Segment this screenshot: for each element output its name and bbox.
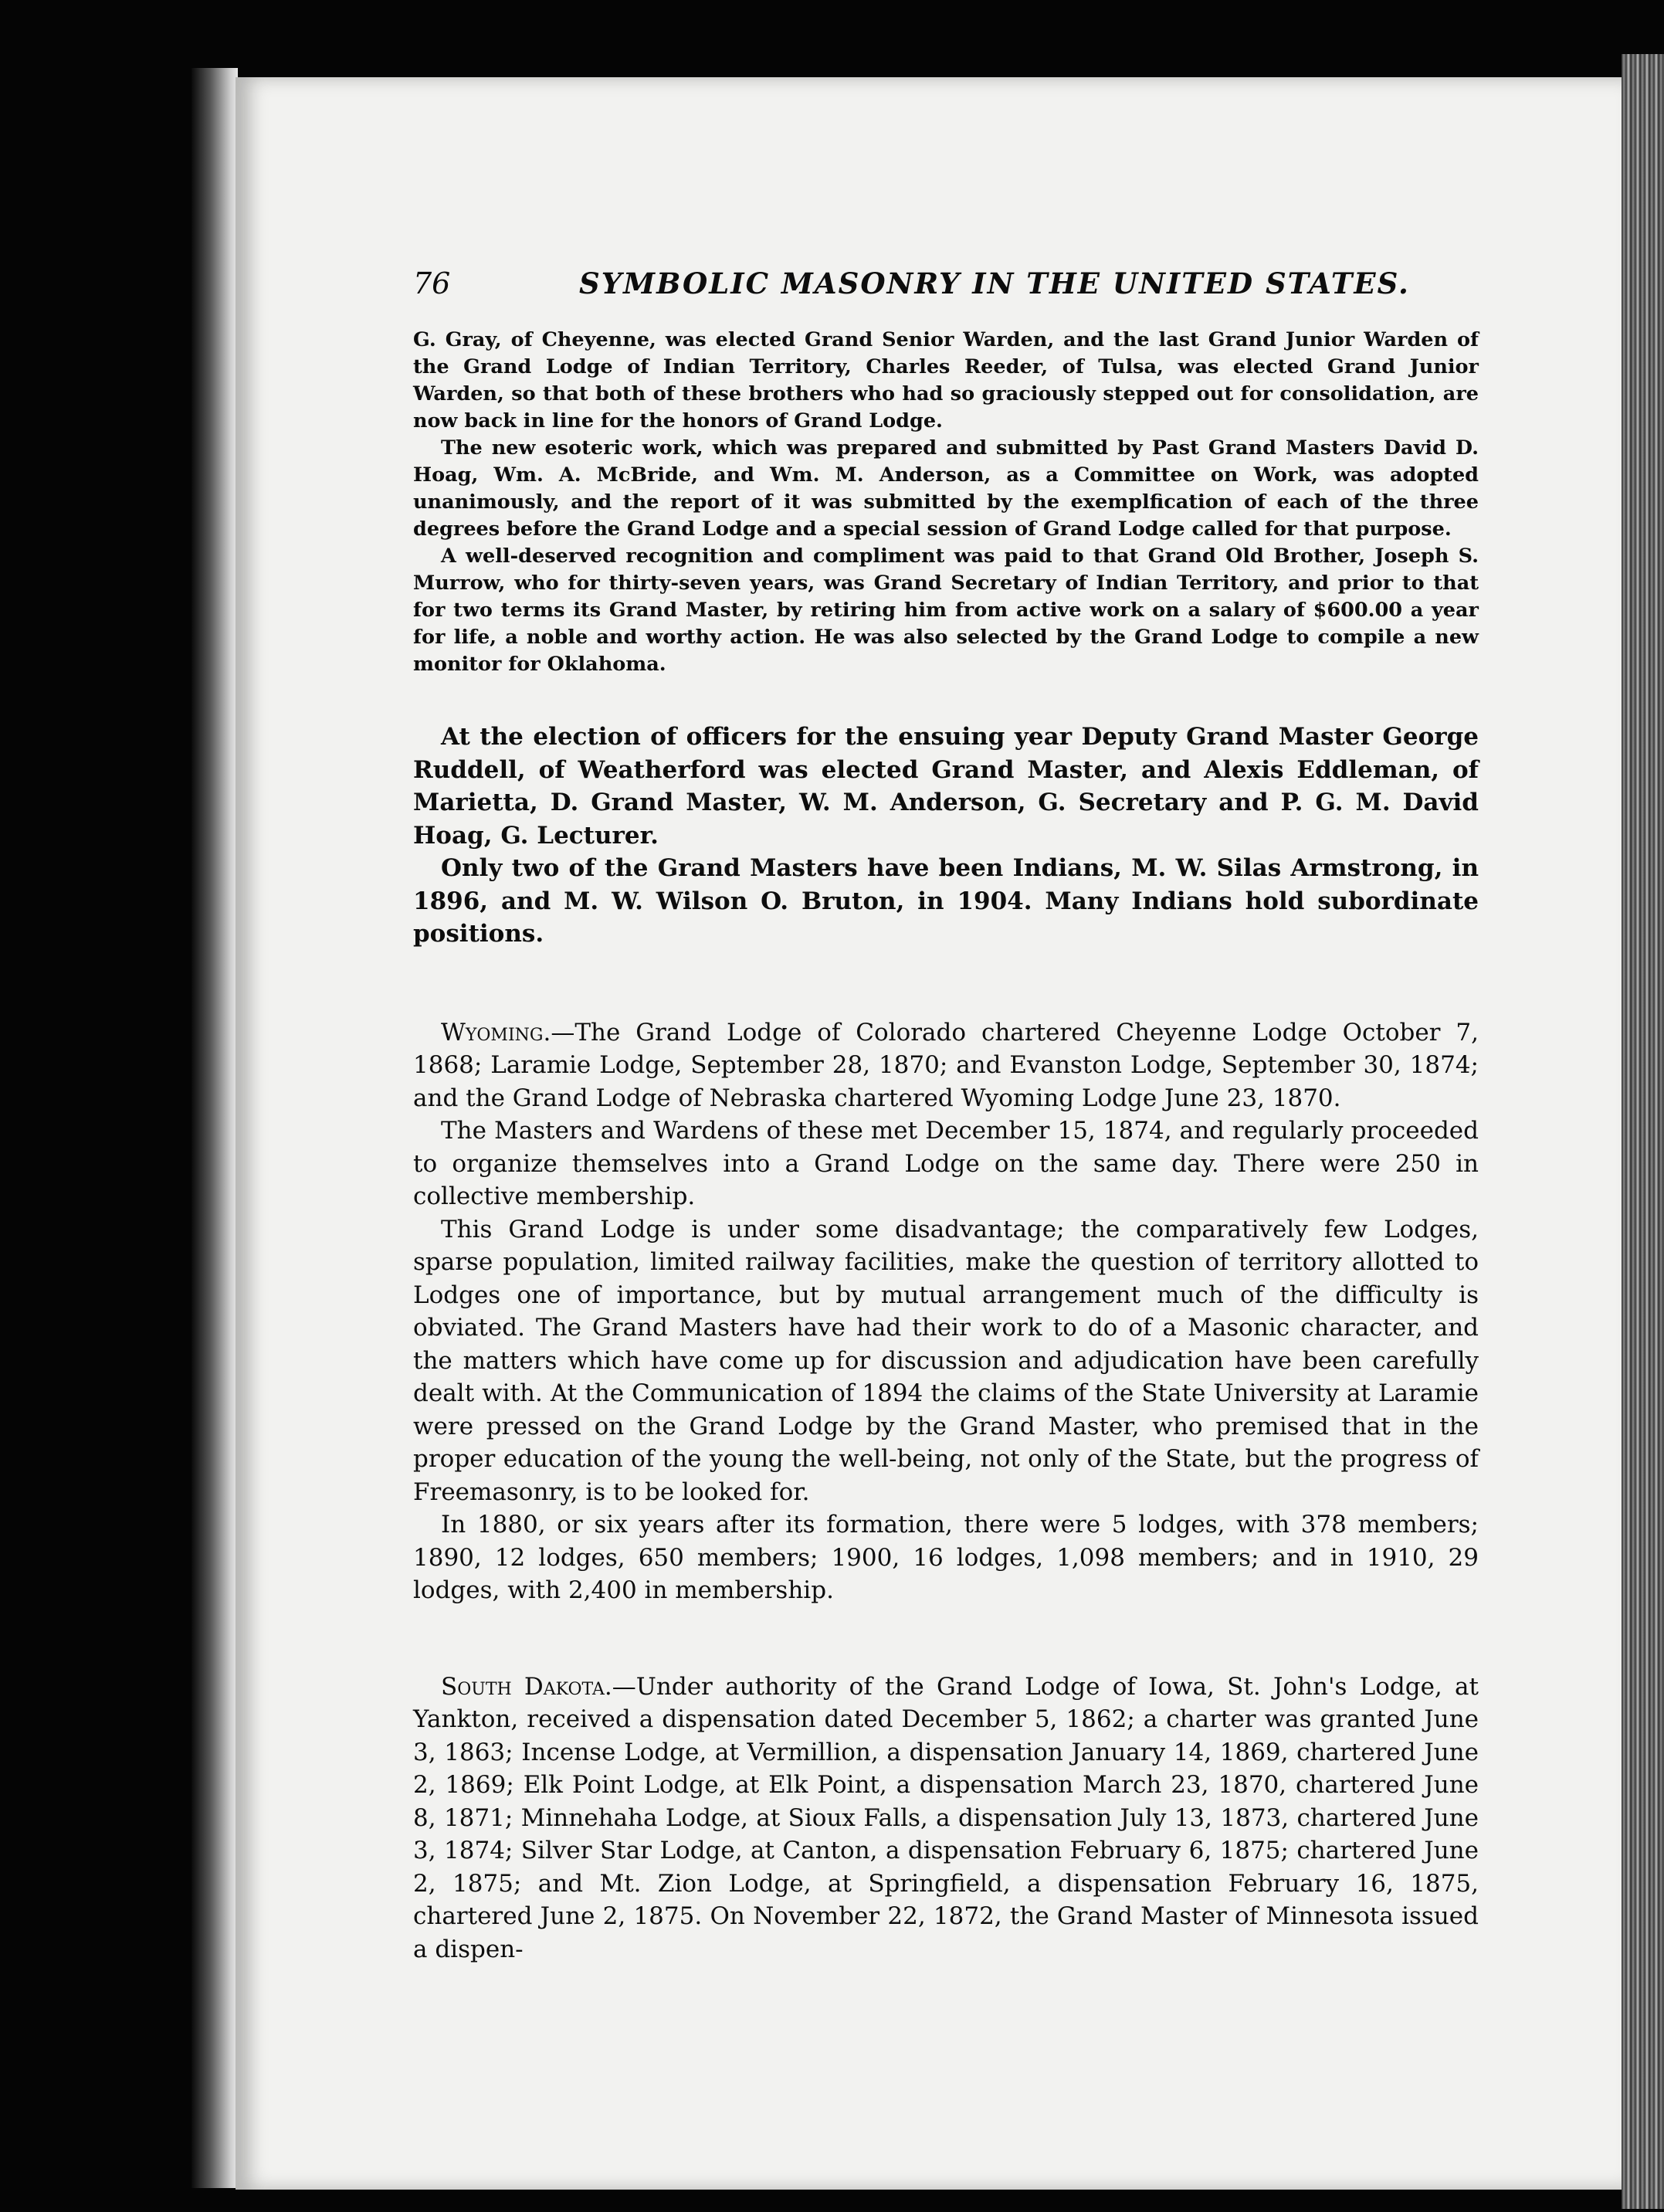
paragraph-wyoming-organize: The Masters and Wardens of these met December 15, 1874, and regularly proceeded to organize themselves into a Grand Lodge on the same day. There were 250 in collective membership. <box>413 1117 1479 1210</box>
spacer <box>413 951 1479 1016</box>
running-title: SYMBOLIC MASONRY IN THE UNITED STATES. <box>579 266 1410 300</box>
page-text <box>413 266 1479 1966</box>
paragraph-indian-grand-masters: Only two of the Grand Masters have been Indians, M. W. Silas Armstrong, in 1896, and M. W. Wilson O. Bruton, in 1904. Many Indians hold subordinate positions. <box>413 854 1479 948</box>
south-dakota-text-1: —Under authority of the Grand Lodge of Iowa, St. John's Lodge, at Yankton, received a dispensation dated December 5, 1862; a charter was granted June 3, 1863; Incense Lodge, at Vermillion, a dispensation January 14, 1869, chartered June 2, 1869; Elk Point Lodge, at Elk Point, a dispensation March 23, 1870, chartered June 8, 1871; Minnehaha Lodge, at Sioux Falls, a dispensation July 13, 1873, chartered June 3, 1874; Silver Star Lodge, at Canton, a dispensation February 6, 1875; chartered June 2, 1875; and Mt. Zion Lodge, at Springfield, a dispensation February 16, 1875, chartered June 2, 1875. On November 22, 1872, the Grand Master of Minnesota issued a dispen- <box>413 1672 1479 1963</box>
page-number: 76 <box>413 266 451 300</box>
wyoming-text-1: —The Grand Lodge of Colorado chartered Cheyenne Lodge October 7, 1868; Laramie Lodge, September 28, 1870; and Evanston Lodge, September 30, 1874; and the Grand Lodge of Nebraska chartered Wyoming Lodge June 23, 1870. <box>413 1018 1479 1112</box>
section-heading-wyoming: Wyoming. <box>441 1018 551 1047</box>
paragraph-esoteric-work: The new esoteric work, which was prepared and submitted by Past Grand Masters David D. Hoag, Wm. A. McBride, and Wm. M. Anderson, as a Committee on Work, was adopted unanimously, and the report of it was submitted by the exemplfication of each of the three degrees before the Grand Lodge and a special session of Grand Lodge called for that purpose. <box>413 436 1479 541</box>
paragraph-wyoming-disadvantage: This Grand Lodge is under some disadvantage; the comparatively few Lodges, sparse population, limited railway facilities, make the question of territory allotted to Lodges one of importance, but by mutual arrangement much of the difficulty is obviated. The Grand Masters have had their work to do of a Masonic character, and the matters which have come up for discussion and adjudication have been carefully dealt with. At the Communication of 1894 the claims of the State University at Laramie were pressed on the Grand Lodge by the Grand Master, who premised that in the proper education of the young the well-being, not only of the State, but the progress of Freemasonry, is to be looked for. <box>413 1215 1479 1506</box>
running-head <box>413 266 1479 311</box>
page-edges-stack <box>1622 54 1664 2209</box>
paragraph-grand-wardens: G. Gray, of Cheyenne, was elected Grand Senior Warden, and the last Grand Junior Warden of the Grand Lodge of Indian Territory, Charles Reeder, of Tulsa, was elected Grand Junior Warden, so that both of these brothers who had so graciously stepped out for consolidation, are now back in line for the honors of Grand Lodge. <box>413 328 1479 433</box>
paragraph-wyoming-membership: In 1880, or six years after its formation, there were 5 lodges, with 378 members; 1890, 12 lodges, 650 members; 1900, 16 lodges, 1,098 members; and in 1910, 29 lodges, with 2,400 in membership. <box>413 1511 1479 1604</box>
paragraph-south-dakota <box>413 1671 1479 1966</box>
page-gutter-shadow <box>191 68 238 2188</box>
paragraph-recognition: A well-deserved recognition and compliment was paid to that Grand Old Brother, Joseph S. Murrow, who for thirty-seven years, was Grand Secretary of Indian Territory, and prior to that for two terms its Grand Master, by retiring him from active work on a salary of $600.00 a year for life, a noble and worthy action. He was also selected by the Grand Lodge to compile a new monitor for Oklahoma. <box>413 545 1479 676</box>
section-heading-south-dakota: South Dakota. <box>441 1672 612 1701</box>
spacer <box>413 678 1479 721</box>
spacer <box>413 1607 1479 1671</box>
paragraph-election-officers: At the election of officers for the ensuing year Deputy Grand Master George Ruddell, of Weatherford was elected Grand Master, and Alexis Eddleman, of Marietta, D. Grand Master, W. M. Anderson, G. Secretary and P. G. M. David Hoag, G. Lecturer. <box>413 723 1479 850</box>
paragraph-wyoming-charters <box>413 1016 1479 1115</box>
